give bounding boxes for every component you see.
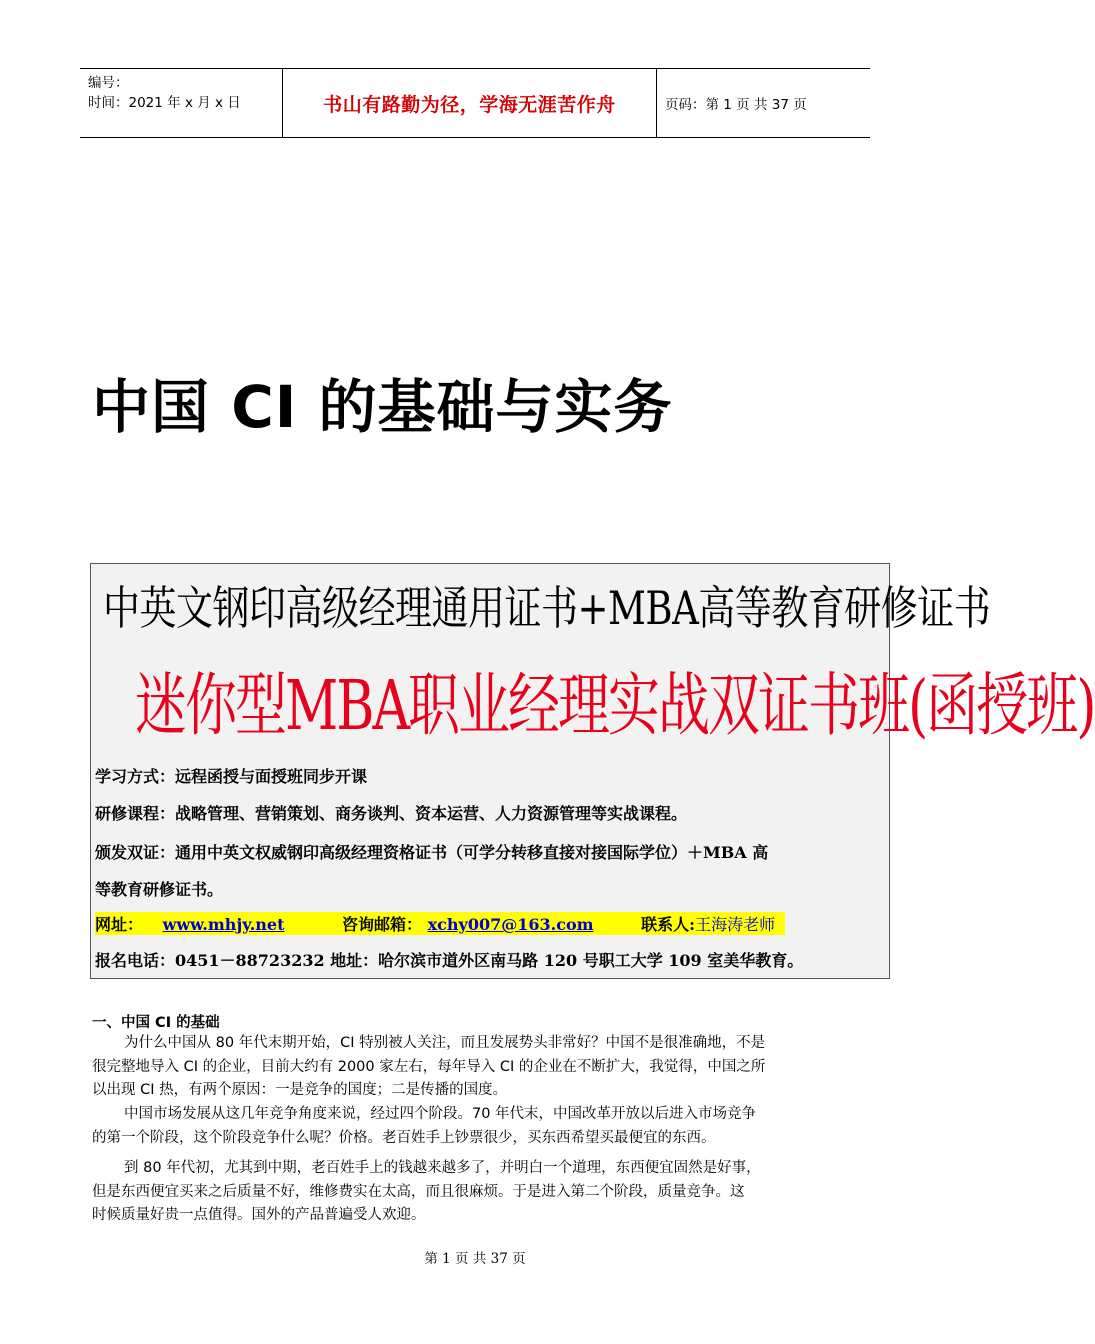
contact-label: 联系人: — [641, 915, 696, 934]
paragraph-line: 的第一个阶段，这个阶段竞争什么呢？价格。老百姓手上钞票很少，买东西希望买最便宜的东西。 — [92, 1129, 716, 1146]
site-link[interactable]: www.mhjy.net — [162, 915, 285, 934]
paragraph-3 — [92, 1157, 862, 1228]
document-header — [80, 68, 870, 138]
paragraph-2 — [92, 1103, 862, 1150]
email-link[interactable]: xchy007@163.com — [427, 915, 594, 934]
paragraph-line: 以出现 CI 热，有两个原因：一是竞争的国度；二是传播的国度。 — [92, 1082, 508, 1098]
ad-certs-line2: 等教育研修证书。 — [95, 880, 224, 899]
ad-headline: 中英文钢印高级经理通用证书+MBA高等教育研修证书 — [103, 581, 991, 635]
page-title: 中国 CI 的基础与实务 — [92, 373, 673, 441]
paragraph-line: 很完整地导入 CI 的企业，目前大约有 2000 家左右，每年导入 CI 的企业在不断扩大，我觉得，中国之所 — [92, 1058, 766, 1075]
header-page-info: 页码：第 1 页 共 37 页 — [665, 97, 807, 113]
header-motto: 书山有路勤为径，学海无涯苦作舟 — [282, 69, 657, 137]
ad-phone-address: 报名电话：0451－88723232 地址：哈尔滨市道外区南马路 120 号职工大学 109 室美华教育。 — [95, 951, 804, 970]
email-label: 咨询邮箱： — [342, 915, 423, 934]
header-meta — [80, 69, 282, 137]
page-footer: 第 1 页 共 37 页 — [424, 1251, 526, 1267]
code-label: 编号： — [88, 75, 129, 91]
paragraph-line: 为什么中国从 80 年代末期开始，CI 特别被人关注，而且发展势头非常好？中国不是很准确地，不是 — [124, 1035, 766, 1051]
ad-study-mode: 学习方式：远程函授与面授班同步开课 — [95, 767, 368, 786]
section-heading: 一、中国 CI 的基础 — [92, 1015, 220, 1031]
advertisement-box — [90, 563, 1095, 979]
paragraph-1 — [92, 1032, 862, 1103]
ad-certs-line1: 颁发双证：通用中英文权威钢印高级经理资格证书（可学分转移直接对接国际学位）＋MBA 高 — [95, 843, 769, 862]
contact-name: 王海涛老师 — [695, 915, 776, 934]
paragraph-line: 时候质量好贵一点值得。国外的产品普遍受人欢迎。 — [92, 1207, 426, 1223]
paragraph-line: 到 80 年代初，尤其到中期，老百姓手上的钱越来越多了，并明白一个道理，东西便宜固然是好事， — [124, 1160, 761, 1176]
paragraph-line: 中国市场发展从这几年竞争角度来说，经过四个阶段。70 年代末，中国改革开放以后进入市场竞争 — [124, 1106, 757, 1122]
ad-courses: 研修课程：战略管理、营销策划、商务谈判、资本运营、人力资源管理等实战课程。 — [95, 804, 688, 823]
paragraph-line: 但是东西便宜买来之后质量不好，维修费实在太高，而且很麻烦。于是进入第二个阶段，质量竞争。这 — [92, 1183, 745, 1200]
ad-program-title: 迷你型MBA职业经理实战双证书班(函授班) — [135, 667, 1095, 747]
time-label: 时间：2021 年 x 月 x 日 — [88, 95, 241, 111]
site-label: 网址： — [95, 915, 144, 934]
ad-contact-row — [95, 912, 785, 935]
